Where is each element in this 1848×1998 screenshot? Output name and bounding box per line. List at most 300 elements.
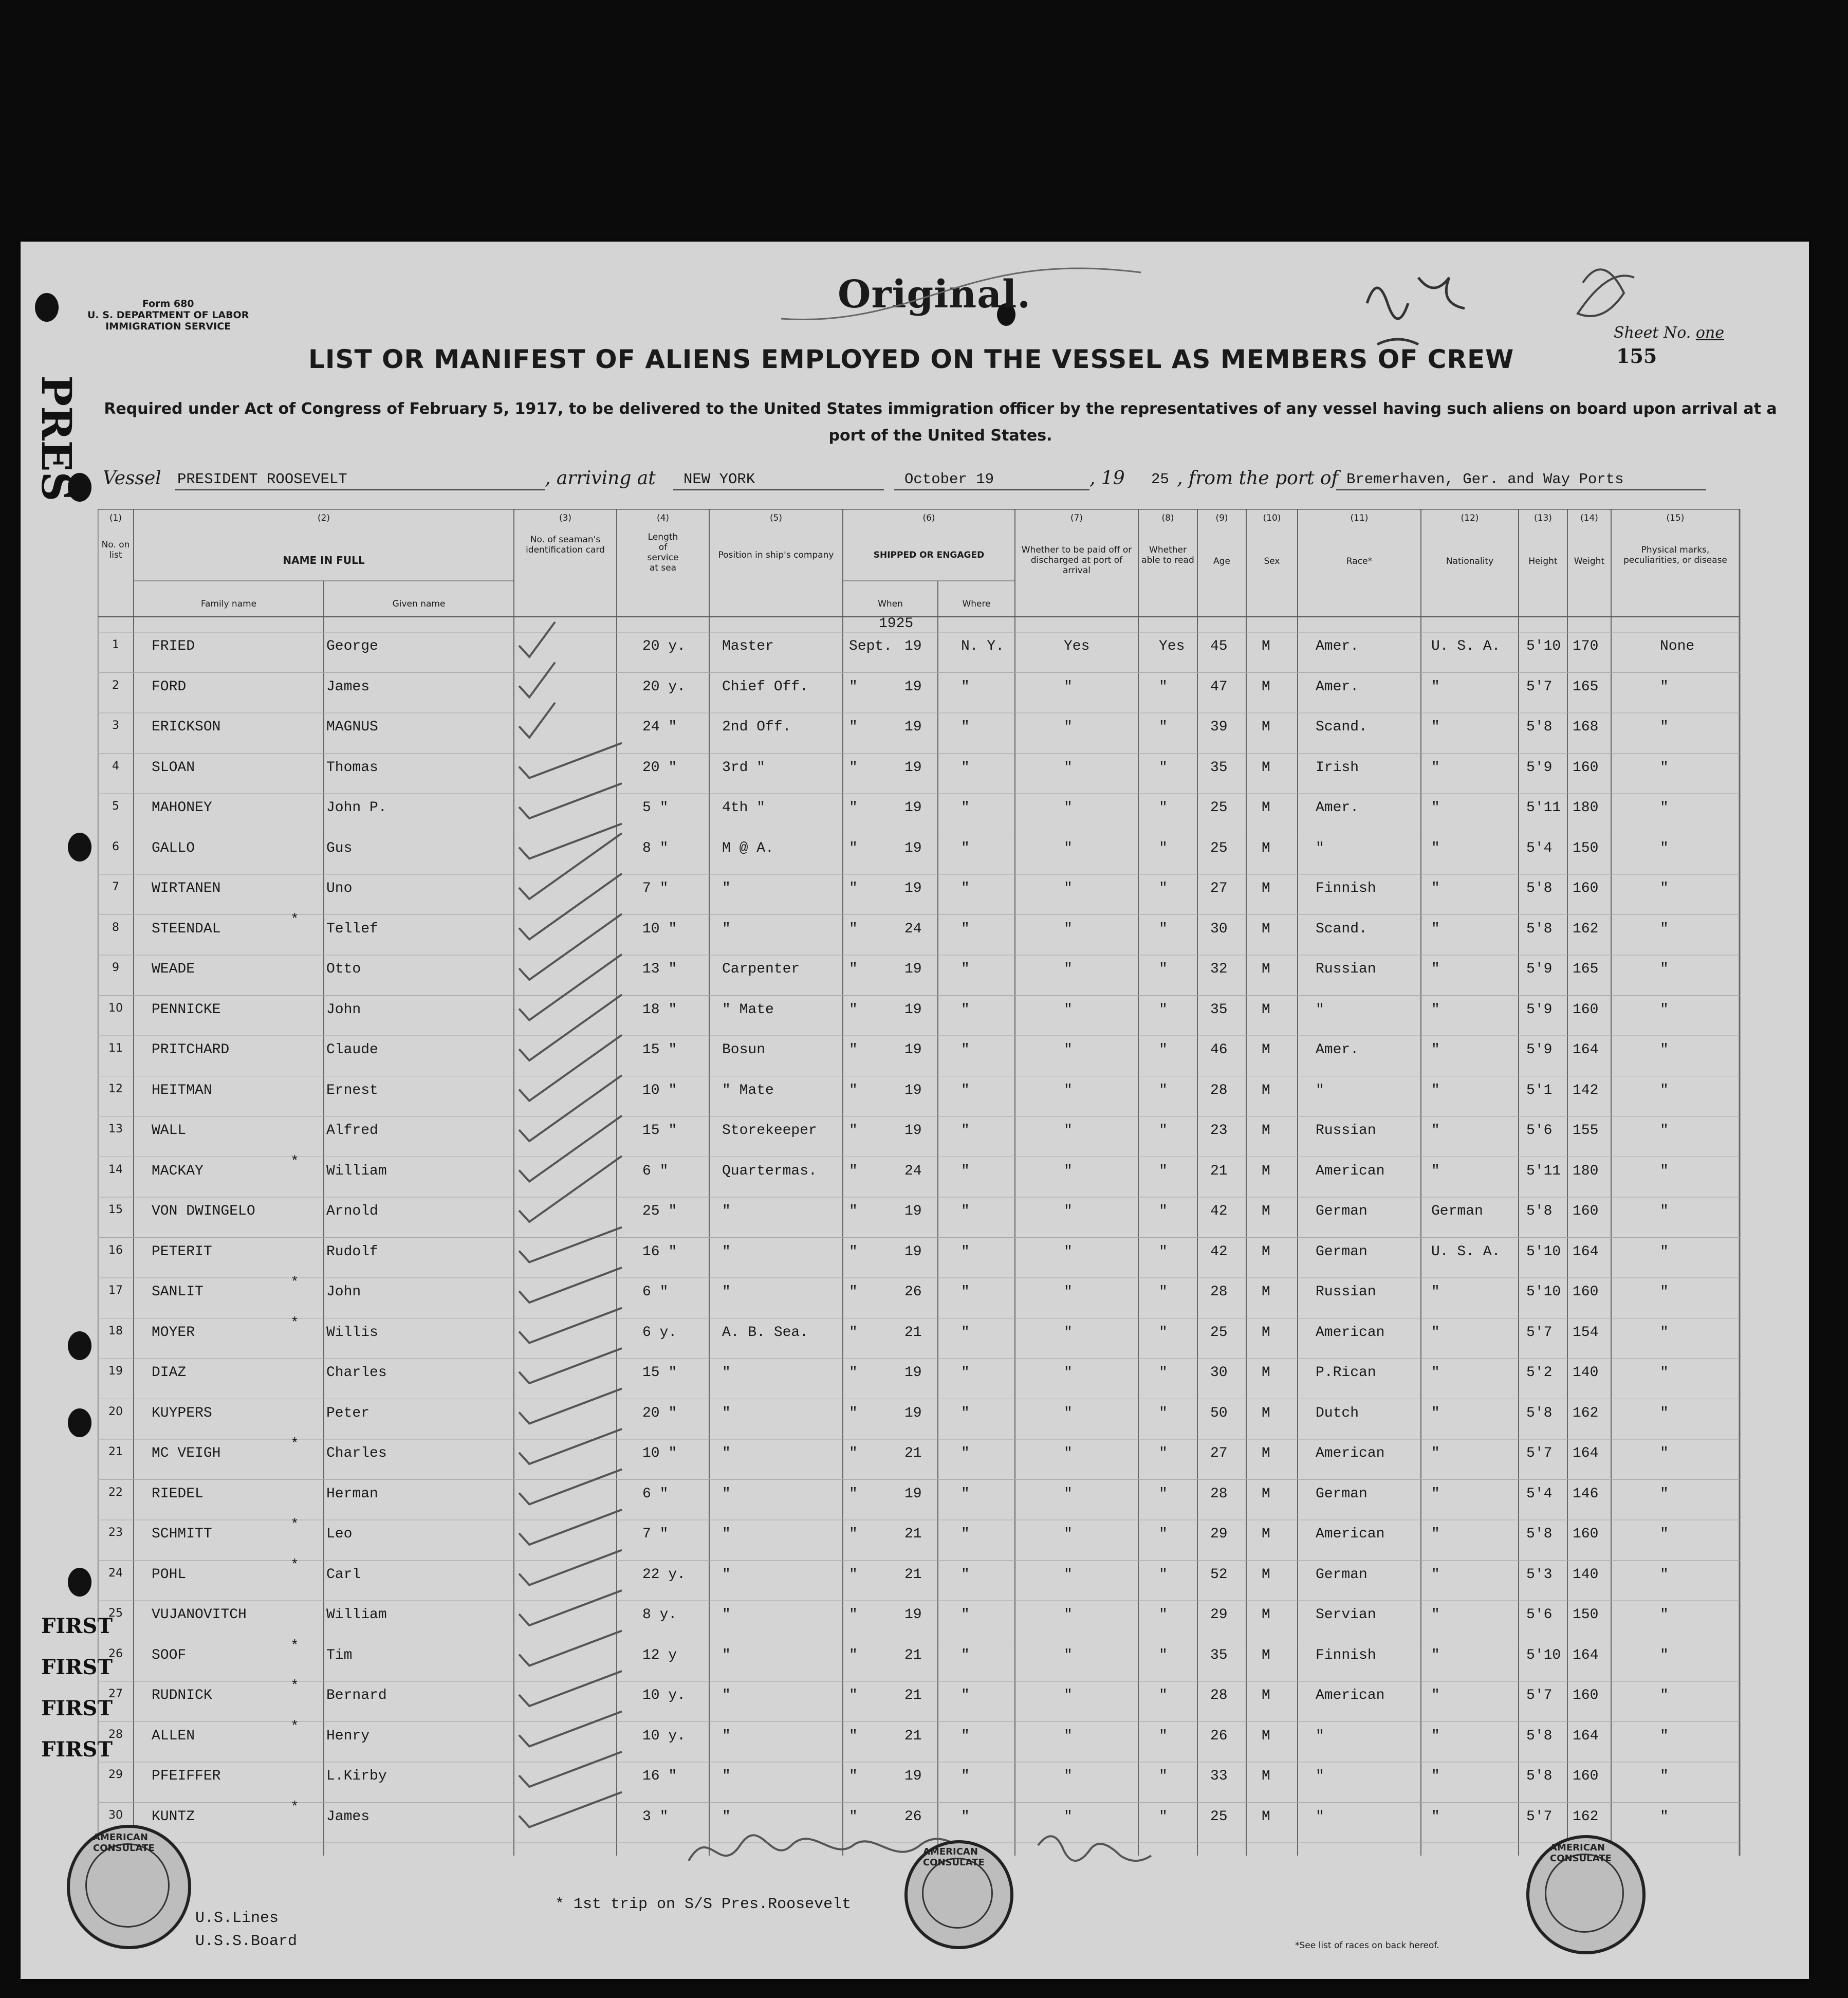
cell-height: 5'10: [1526, 1284, 1561, 1300]
cell-service: 15 ": [642, 1042, 677, 1058]
cell-nat: ": [1431, 840, 1440, 856]
cell-sex: M: [1262, 1728, 1270, 1744]
cell-age: 25: [1210, 800, 1228, 816]
cell-weight: 164: [1573, 1445, 1599, 1461]
cell-when-d: 26: [904, 1284, 922, 1300]
cell-nat: ": [1431, 1123, 1440, 1139]
cell-nat: U. S. A.: [1431, 638, 1501, 654]
cell-weight: 164: [1573, 1042, 1599, 1058]
cell-age: 35: [1210, 1001, 1228, 1018]
cell-height: 5'11: [1526, 1163, 1561, 1179]
cell-marks: ": [1660, 1728, 1669, 1744]
cell-when-m: ": [849, 1566, 858, 1583]
cell-where: ": [961, 1445, 970, 1461]
check-mark: [519, 1429, 622, 1464]
header-given-name: Given name: [392, 599, 446, 609]
cell-read: ": [1159, 1526, 1168, 1542]
cell-position: ": [722, 1607, 731, 1623]
cell-given: Charles: [326, 1445, 387, 1461]
cell-nat: ": [1431, 1163, 1440, 1179]
cell-weight: 160: [1573, 1001, 1599, 1018]
cell-given: John P.: [326, 800, 387, 816]
margin-first-mark: FIRST: [41, 1737, 113, 1762]
cell-where: ": [961, 759, 970, 776]
cell-sex: M: [1262, 1163, 1270, 1179]
cell-sex: M: [1262, 1647, 1270, 1663]
cell-service: 7 ": [642, 1526, 669, 1542]
footer-line1: U.S.Lines: [195, 1910, 279, 1927]
cell-read: ": [1159, 1284, 1168, 1300]
cell-nat: ": [1431, 1728, 1440, 1744]
cell-weight: 140: [1573, 1365, 1599, 1381]
cell-family: FORD: [152, 679, 187, 695]
cell-weight: 164: [1573, 1728, 1599, 1744]
cell-paid: ": [1064, 1647, 1073, 1663]
punch-hole: [68, 1568, 91, 1597]
check-mark: [519, 783, 622, 818]
cell-family: POHL: [152, 1566, 187, 1583]
cell-age: 33: [1210, 1768, 1228, 1784]
cell-family: WALL: [152, 1123, 187, 1139]
cell-height: 5'9: [1526, 961, 1553, 977]
cell-weight: 160: [1573, 881, 1599, 896]
first-trip-star: *: [290, 1799, 299, 1816]
cell-given: Tellef: [326, 921, 378, 937]
cell-marks: ": [1660, 1365, 1669, 1381]
cell-paid: ": [1064, 1566, 1073, 1583]
cell-age: 21: [1210, 1163, 1228, 1179]
check-mark: [519, 874, 622, 940]
header-shipped: SHIPPED OR ENGAGED: [873, 550, 985, 560]
cell-height: 5'1: [1526, 1082, 1553, 1098]
cell-service: 8 ": [642, 840, 669, 856]
cell-no: 11: [108, 1042, 123, 1055]
cell-read: ": [1159, 1324, 1168, 1341]
cell-when-m: ": [849, 679, 858, 695]
cell-no: 19: [108, 1365, 123, 1378]
cell-when-d: 21: [904, 1324, 922, 1341]
cell-read: ": [1159, 1203, 1168, 1219]
from-port-label: , from the port of: [1177, 468, 1338, 489]
first-trip-star: *: [290, 1517, 299, 1533]
cell-paid: ": [1064, 921, 1073, 937]
cell-sex: M: [1262, 1566, 1270, 1583]
cell-race: Russian: [1316, 1123, 1376, 1139]
cell-where: ": [961, 719, 970, 735]
cell-where: ": [961, 840, 970, 856]
cell-service: 7 ": [642, 881, 669, 896]
cell-when-m: ": [849, 1647, 858, 1663]
cell-service: 6 ": [642, 1163, 669, 1179]
col5-number: (5): [769, 513, 783, 523]
cell-when-m: ": [849, 1405, 858, 1421]
cell-weight: 146: [1573, 1486, 1599, 1502]
cell-when-d: 19: [904, 1607, 922, 1623]
cell-position: M @ A.: [722, 840, 774, 856]
cell-age: 35: [1210, 759, 1228, 776]
cell-paid: ": [1064, 1768, 1073, 1784]
cell-family: SOOF: [152, 1647, 187, 1663]
cell-race: Scand.: [1316, 921, 1367, 937]
cell-where: ": [961, 1486, 970, 1502]
cell-when-d: 19: [904, 679, 922, 695]
cell-sex: M: [1262, 800, 1270, 816]
check-marks: [98, 509, 1763, 1861]
cell-age: 23: [1210, 1123, 1228, 1139]
cell-nat: ": [1431, 1566, 1440, 1583]
cell-position: ": [722, 1688, 731, 1703]
cell-family: KUYPERS: [152, 1405, 212, 1421]
cell-height: 5'7: [1526, 1445, 1553, 1461]
col11-number: (11): [1350, 513, 1369, 523]
cell-height: 5'7: [1526, 679, 1553, 695]
punch-hole: [35, 293, 59, 322]
arriving-label: , arriving at: [545, 468, 656, 489]
header-where: Where: [962, 599, 991, 609]
check-mark: [519, 1075, 622, 1141]
cell-sex: M: [1262, 1001, 1270, 1018]
cell-age: 28: [1210, 1082, 1228, 1098]
cell-marks: ": [1660, 1688, 1669, 1703]
cell-when-m: ": [849, 1607, 858, 1623]
cell-when-m: ": [849, 1728, 858, 1744]
seal-text: AMERICAN CONSULATE: [923, 1846, 985, 1868]
cell-marks: ": [1660, 1203, 1669, 1219]
cell-no: 2: [112, 679, 119, 692]
cell-sex: M: [1262, 1042, 1270, 1058]
cell-weight: 160: [1573, 1768, 1599, 1784]
cell-when-d: 19: [904, 800, 922, 816]
cell-weight: 160: [1573, 1526, 1599, 1542]
cell-family: PETERIT: [152, 1243, 212, 1260]
check-mark: [519, 1116, 622, 1182]
cell-when-d: 19: [904, 1365, 922, 1381]
cell-family: PFEIFFER: [152, 1768, 221, 1784]
cell-nat: ": [1431, 759, 1440, 776]
cell-nat: ": [1431, 1607, 1440, 1623]
cell-nat: ": [1431, 719, 1440, 735]
cell-when-d: 21: [904, 1688, 922, 1703]
cell-read: ": [1159, 921, 1168, 937]
cell-no: 24: [108, 1566, 123, 1580]
cell-where: ": [961, 1324, 970, 1341]
cell-sex: M: [1262, 1808, 1270, 1825]
cell-marks: ": [1660, 1566, 1669, 1583]
cell-sex: M: [1262, 1607, 1270, 1623]
form-identifier: [87, 298, 249, 332]
cell-sex: M: [1262, 961, 1270, 977]
shipped-year: 1925: [879, 616, 914, 632]
cell-read: ": [1159, 1768, 1168, 1784]
cell-marks: ": [1660, 1607, 1669, 1623]
cell-when-m: ": [849, 921, 858, 937]
cell-position: ": [722, 1243, 731, 1260]
cell-where: ": [961, 1042, 970, 1058]
cell-when-m: ": [849, 881, 858, 896]
cell-where: ": [961, 1526, 970, 1542]
cell-race: Russian: [1316, 1284, 1376, 1300]
col4-number: (4): [656, 513, 670, 523]
cell-family: MOYER: [152, 1324, 195, 1341]
cell-race: German: [1316, 1566, 1367, 1583]
cell-when-d: 19: [904, 719, 922, 735]
cell-marks: ": [1660, 1243, 1669, 1260]
cell-service: 10 ": [642, 1445, 677, 1461]
cell-when-d: 19: [904, 1768, 922, 1784]
cell-height: 5'3: [1526, 1566, 1553, 1583]
cell-marks: ": [1660, 1042, 1669, 1058]
cell-no: 28: [108, 1728, 123, 1741]
cell-height: 5'2: [1526, 1365, 1553, 1381]
cell-read: ": [1159, 1243, 1168, 1260]
cell-when-d: 24: [904, 1163, 922, 1179]
cell-position: 2nd Off.: [722, 719, 791, 735]
cell-given: Uno: [326, 881, 353, 896]
cell-height: 5'10: [1526, 1243, 1561, 1260]
cell-read: ": [1159, 840, 1168, 856]
cell-when-d: 21: [904, 1566, 922, 1583]
cell-marks: ": [1660, 840, 1669, 856]
cell-position: 3rd ": [722, 759, 766, 776]
cell-marks: ": [1660, 1647, 1669, 1663]
cell-read: ": [1159, 719, 1168, 735]
cell-weight: 170: [1573, 638, 1599, 654]
cell-age: 46: [1210, 1042, 1228, 1058]
cell-family: KUNTZ: [152, 1808, 195, 1825]
arrival-port: NEW YORK: [683, 471, 755, 488]
cell-read: ": [1159, 1123, 1168, 1139]
cell-sex: M: [1262, 1203, 1270, 1219]
cell-marks: ": [1660, 1163, 1669, 1179]
cell-nat: ": [1431, 921, 1440, 937]
cell-service: 15 ": [642, 1123, 677, 1139]
cell-no: 15: [108, 1203, 123, 1216]
cell-paid: ": [1064, 719, 1073, 735]
cell-given: John: [326, 1284, 361, 1300]
vessel-info: [103, 468, 1778, 493]
cell-sex: M: [1262, 1405, 1270, 1421]
cell-service: 6 ": [642, 1284, 669, 1300]
check-mark: [519, 1550, 622, 1585]
cell-nat: ": [1431, 1768, 1440, 1784]
cell-family: HEITMAN: [152, 1082, 212, 1098]
cell-given: Willis: [326, 1324, 378, 1341]
cell-when-m: ": [849, 1042, 858, 1058]
first-trip-star: *: [290, 1557, 299, 1573]
first-trip-star: *: [290, 1678, 299, 1694]
cell-nat: U. S. A.: [1431, 1243, 1501, 1260]
cell-no: 30: [108, 1808, 123, 1822]
cell-nat: ": [1431, 1486, 1440, 1502]
cell-weight: 160: [1573, 759, 1599, 776]
cell-service: 20 ": [642, 759, 677, 776]
cell-no: 18: [108, 1324, 123, 1337]
cell-weight: 140: [1573, 1566, 1599, 1583]
cell-marks: ": [1660, 1284, 1669, 1300]
cell-paid: ": [1064, 1486, 1073, 1502]
cell-service: 10 ": [642, 1082, 677, 1098]
cell-where: ": [961, 921, 970, 937]
check-mark: [519, 663, 555, 698]
first-trip-star: *: [290, 1315, 299, 1331]
cell-marks: ": [1660, 1808, 1669, 1825]
cell-age: 28: [1210, 1486, 1228, 1502]
col3-number: (3): [559, 513, 572, 523]
cell-position: Storekeeper: [722, 1123, 817, 1139]
cell-where: ": [961, 1123, 970, 1139]
cell-service: 10 y.: [642, 1728, 686, 1744]
cell-weight: 150: [1573, 1607, 1599, 1623]
cell-where: N. Y.: [961, 638, 1005, 654]
cell-marks: ": [1660, 679, 1669, 695]
punch-hole: [68, 1408, 91, 1437]
cell-marks: ": [1660, 759, 1669, 776]
header-family-name: Family name: [200, 599, 257, 609]
cell-position: ": [722, 921, 731, 937]
check-mark: [519, 1792, 622, 1827]
cell-given: Herman: [326, 1486, 378, 1502]
cell-read: ": [1159, 1688, 1168, 1703]
cell-family: ALLEN: [152, 1728, 195, 1744]
consulate-seal: [904, 1840, 1013, 1949]
cell-service: 24 ": [642, 719, 677, 735]
first-trip-star: *: [290, 1275, 299, 1291]
cell-family: MC VEIGH: [152, 1445, 221, 1461]
cell-weight: 180: [1573, 1163, 1599, 1179]
cell-paid: ": [1064, 1607, 1073, 1623]
cell-height: 5'8: [1526, 1203, 1553, 1219]
check-mark: [519, 1671, 622, 1706]
cell-given: Leo: [326, 1526, 353, 1542]
check-mark: [519, 1389, 622, 1424]
col2-number: (2): [317, 513, 330, 523]
cell-service: 25 ": [642, 1203, 677, 1219]
col1-number: (1): [109, 513, 122, 523]
header-height: Height: [1528, 556, 1558, 566]
sheet-value: one: [1695, 324, 1724, 342]
cell-when-m: ": [849, 1688, 858, 1703]
cell-nat: German: [1431, 1203, 1483, 1219]
cell-age: 26: [1210, 1728, 1228, 1744]
cell-given: Alfred: [326, 1123, 378, 1139]
cell-paid: ": [1064, 1203, 1073, 1219]
cell-height: 5'7: [1526, 1808, 1553, 1825]
cell-given: Claude: [326, 1042, 378, 1058]
cell-when-d: 19: [904, 1082, 922, 1098]
cell-family: GALLO: [152, 840, 195, 856]
cell-nat: ": [1431, 1647, 1440, 1663]
cell-weight: 160: [1573, 1284, 1599, 1300]
cell-height: 5'6: [1526, 1607, 1553, 1623]
manifest-subtitle: Required under Act of Congress of February 5, 1917, to be delivered to the United States immigration officer by the representatives of any vessel having such aliens on board upon arrival at a port of the United States.: [104, 400, 1777, 445]
cell-sex: M: [1262, 1082, 1270, 1098]
cell-service: 20 y.: [642, 679, 686, 695]
cell-when-m: ": [849, 1284, 858, 1300]
cell-race: Irish: [1316, 759, 1359, 776]
cell-when-m: ": [849, 1526, 858, 1542]
cell-marks: ": [1660, 800, 1669, 816]
cell-position: ": [722, 1203, 731, 1219]
cell-read: ": [1159, 1566, 1168, 1583]
cell-family: DIAZ: [152, 1365, 187, 1381]
cell-marks: ": [1660, 1526, 1669, 1542]
vessel-name: PRESIDENT ROOSEVELT: [177, 471, 347, 488]
cell-nat: ": [1431, 679, 1440, 695]
cell-position: " Mate: [722, 1001, 774, 1018]
cell-given: Ernest: [326, 1082, 378, 1098]
cell-marks: ": [1660, 1768, 1669, 1784]
cell-paid: ": [1064, 1123, 1073, 1139]
cell-service: 22 y.: [642, 1566, 686, 1583]
cell-when-d: 19: [904, 1123, 922, 1139]
cell-race: ": [1316, 1808, 1324, 1825]
cell-height: 5'10: [1526, 1647, 1561, 1663]
cell-race: Finnish: [1316, 881, 1376, 896]
check-mark: [519, 1308, 622, 1343]
cell-service: 3 ": [642, 1808, 669, 1825]
margin-first-mark: FIRST: [41, 1614, 113, 1638]
cell-nat: ": [1431, 1042, 1440, 1058]
cell-paid: ": [1064, 1688, 1073, 1703]
cell-position: ": [722, 1566, 731, 1583]
original-stamp: Original.: [838, 272, 1031, 317]
service-name: IMMIGRATION SERVICE: [105, 321, 231, 332]
cell-race: American: [1316, 1324, 1385, 1341]
cell-when-m: ": [849, 1163, 858, 1179]
cell-position: ": [722, 1284, 731, 1300]
cell-service: 5 ": [642, 800, 669, 816]
footer-line2: U.S.S.Board: [195, 1933, 298, 1950]
check-mark: [519, 1752, 622, 1787]
cell-marks: ": [1660, 881, 1669, 896]
cell-position: ": [722, 1808, 731, 1825]
cell-paid: ": [1064, 1163, 1073, 1179]
cell-family: PENNICKE: [152, 1001, 221, 1018]
cell-when-m: ": [849, 1445, 858, 1461]
cell-paid: ": [1064, 679, 1073, 695]
cell-where: ": [961, 679, 970, 695]
cell-service: 10 y.: [642, 1688, 686, 1703]
check-mark: [519, 914, 622, 980]
cell-paid: ": [1064, 1042, 1073, 1058]
cell-age: 25: [1210, 1324, 1228, 1341]
cell-family: SLOAN: [152, 759, 195, 776]
cell-age: 35: [1210, 1647, 1228, 1663]
cell-position: Quartermas.: [722, 1163, 817, 1179]
check-mark: [519, 1470, 622, 1505]
cell-when-d: 19: [904, 961, 922, 977]
cell-height: 5'8: [1526, 719, 1553, 735]
cell-when-m: ": [849, 1486, 858, 1502]
cell-when-d: 19: [904, 1203, 922, 1219]
cell-height: 5'8: [1526, 881, 1553, 896]
cell-race: Scand.: [1316, 719, 1367, 735]
col15-number: (15): [1666, 513, 1685, 523]
cell-read: Yes: [1159, 638, 1185, 654]
cell-age: 29: [1210, 1526, 1228, 1542]
cell-height: 5'9: [1526, 1042, 1553, 1058]
margin-first-mark: FIRST: [41, 1655, 113, 1679]
check-mark: [519, 1227, 622, 1262]
cell-nat: ": [1431, 1365, 1440, 1381]
cell-race: American: [1316, 1163, 1385, 1179]
cell-service: 12 y: [642, 1647, 677, 1663]
cell-race: ": [1316, 840, 1324, 856]
vessel-label: Vessel: [103, 468, 161, 489]
cell-marks: None: [1660, 638, 1695, 654]
cell-age: 27: [1210, 1445, 1228, 1461]
cell-position: ": [722, 1486, 731, 1502]
